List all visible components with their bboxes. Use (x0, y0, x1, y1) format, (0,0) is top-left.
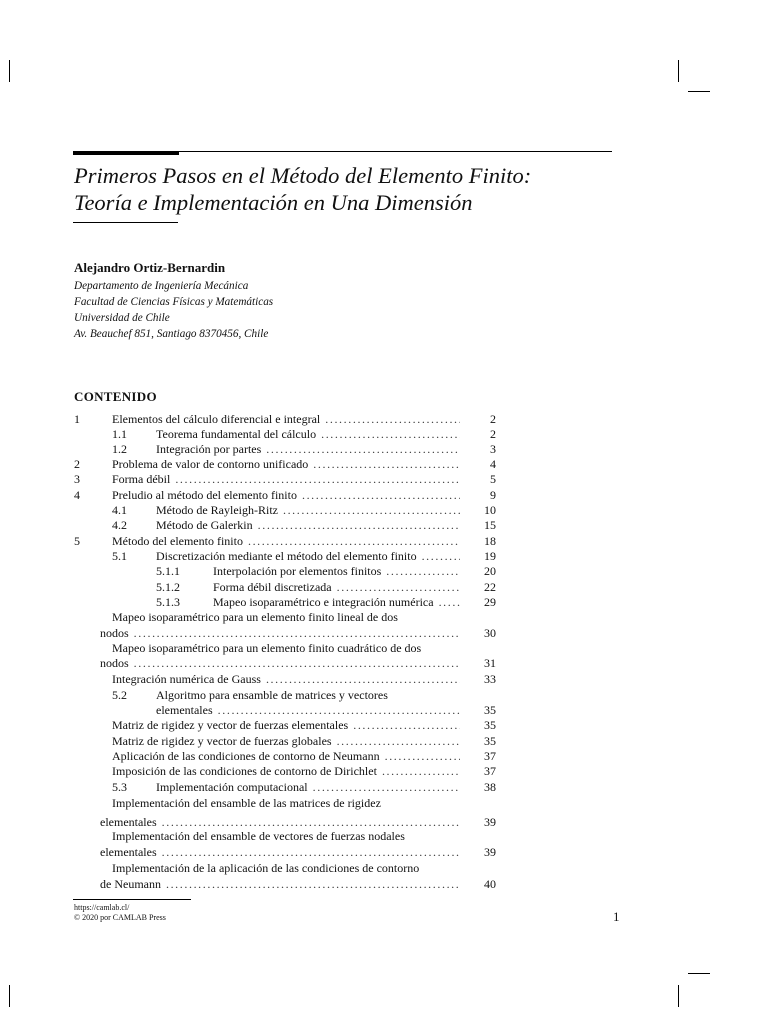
toc-entry[interactable] (100, 656, 496, 671)
toc-title: Forma débil (112, 472, 171, 486)
toc-entry[interactable] (112, 764, 496, 779)
toc-entry[interactable] (100, 815, 496, 830)
page-number: 1 (613, 909, 620, 924)
toc-entry[interactable] (112, 672, 496, 687)
toc-title: Elementos del cálculo diferencial e integral (112, 412, 321, 426)
toc-leader (283, 503, 460, 518)
title-line-2: Teoría e Implementación en Una Dimensión (74, 190, 473, 215)
toc-page: 38 (484, 780, 496, 794)
toc-leader (162, 845, 460, 860)
crop-mark (678, 985, 679, 1007)
toc-entry[interactable] (156, 703, 496, 718)
toc-entry[interactable] (156, 549, 496, 564)
toc-number: 4 (74, 488, 80, 502)
toc-leader (218, 703, 460, 718)
toc-leader (313, 780, 460, 795)
affiliation-line: Av. Beauchef 851, Santiago 8370456, Chile (74, 328, 269, 340)
toc-title: Método del elemento finito (112, 534, 243, 548)
header-rule-thick (73, 151, 179, 155)
toc-number: 5.3 (112, 780, 127, 794)
toc-entry[interactable] (112, 718, 496, 733)
author-name: Alejandro Ortiz-Bernardin (74, 260, 226, 275)
toc-leader (166, 877, 460, 892)
toc-title: Problema de valor de contorno unificado (112, 457, 309, 471)
toc-page: 3 (490, 442, 496, 456)
toc-page: 19 (484, 549, 496, 563)
toc-entry[interactable] (156, 780, 496, 795)
toc-number: 5 (74, 534, 80, 548)
toc-title: Integración numérica de Gauss (112, 672, 261, 686)
toc-entry[interactable] (213, 580, 496, 595)
toc-title-line[interactable]: Implementación del ensamble de las matrices de rigidez (112, 796, 381, 810)
toc-page: 39 (484, 845, 496, 859)
toc-page: 10 (484, 503, 496, 517)
toc-page: 35 (484, 718, 496, 732)
toc-entry[interactable] (213, 564, 496, 579)
toc-leader (162, 815, 460, 830)
toc-leader (134, 626, 460, 641)
footer-url-link[interactable]: https://camlab.cl/ (74, 903, 130, 912)
affiliation-line: Universidad de Chile (74, 312, 170, 324)
toc-page: 30 (484, 626, 496, 640)
toc-entry[interactable] (156, 503, 496, 518)
toc-leader (422, 549, 460, 564)
toc-leader (385, 749, 460, 764)
toc-number: 1 (74, 412, 80, 426)
affiliation-line: Departamento de Ingeniería Mecánica (74, 280, 249, 292)
toc-title: Forma débil discretizada (213, 580, 332, 594)
toc-number: 5.1.3 (156, 595, 180, 609)
toc-title: elementales (100, 815, 157, 829)
toc-title: Imposición de las condiciones de contorno de Dirichlet (112, 764, 377, 778)
toc-entry[interactable] (100, 877, 496, 892)
toc-title: nodos (100, 626, 129, 640)
toc-number: 4.1 (112, 503, 127, 517)
toc-title: Método de Rayleigh-Ritz (156, 503, 278, 517)
toc-title: Integración por partes (156, 442, 262, 456)
toc-page: 20 (484, 564, 496, 578)
toc-leader (337, 580, 460, 595)
footnote-rule (73, 899, 191, 900)
toc-leader (266, 672, 460, 687)
toc-page: 22 (484, 580, 496, 594)
toc-leader (321, 427, 460, 442)
toc-leader (382, 764, 460, 779)
toc-page: 39 (484, 815, 496, 829)
toc-entry[interactable] (112, 412, 496, 427)
crop-mark (688, 91, 710, 92)
toc-leader (175, 472, 460, 487)
toc-title: Implementación computacional (156, 780, 308, 794)
toc-page: 33 (484, 672, 496, 686)
toc-leader (302, 488, 460, 503)
toc-entry[interactable] (112, 488, 496, 503)
toc-page: 40 (484, 877, 496, 891)
toc-page: 37 (484, 764, 496, 778)
toc-leader (258, 518, 460, 533)
toc-title-line[interactable]: Implementación de la aplicación de las condiciones de contorno (112, 861, 420, 875)
toc-entry[interactable] (156, 442, 496, 457)
toc-entry[interactable] (100, 845, 496, 860)
toc-leader (248, 534, 460, 549)
toc-entry[interactable] (213, 595, 496, 610)
toc-title: de Neumann (100, 877, 161, 891)
toc-title: Aplicación de las condiciones de contorno de Neumann (112, 749, 380, 763)
toc-title: Matriz de rigidez y vector de fuerzas globales (112, 734, 332, 748)
toc-number: 1.2 (112, 442, 127, 456)
toc-title: elementales (100, 845, 157, 859)
toc-leader (266, 442, 460, 457)
toc-page: 35 (484, 703, 496, 717)
toc-number: 3 (74, 472, 80, 486)
toc-title-line[interactable]: Algoritmo para ensamble de matrices y vectores (156, 688, 388, 702)
toc-page: 9 (490, 488, 496, 502)
toc-number: 5.2 (112, 688, 127, 702)
crop-mark (688, 973, 710, 974)
toc-entry[interactable] (112, 457, 496, 472)
crop-mark (9, 985, 10, 1007)
toc-title: Método de Galerkin (156, 518, 253, 532)
toc-entry[interactable] (112, 472, 496, 487)
toc-entry[interactable] (112, 534, 496, 549)
toc-title: Mapeo isoparamétrico e integración numérica (213, 595, 434, 609)
toc-leader (325, 412, 460, 427)
toc-page: 31 (484, 656, 496, 670)
toc-leader (353, 718, 460, 733)
toc-entry[interactable] (156, 518, 496, 533)
toc-title: Discretización mediante el método del elemento finito (156, 549, 417, 563)
toc-entry[interactable] (100, 626, 496, 641)
toc-number: 5.1.1 (156, 564, 180, 578)
title-rule (73, 222, 178, 223)
toc-number: 5.1.2 (156, 580, 180, 594)
toc-page: 2 (490, 412, 496, 426)
toc-title: elementales (156, 703, 213, 717)
affiliation-block (74, 278, 273, 342)
crop-mark (678, 60, 679, 82)
document-title (74, 162, 614, 216)
crop-mark (9, 60, 10, 82)
toc-page: 2 (490, 427, 496, 441)
toc-title: nodos (100, 656, 129, 670)
toc-page: 4 (490, 457, 496, 471)
toc-leader (313, 457, 460, 472)
header-rule-thin (179, 151, 612, 152)
toc-title: Preludio al método del elemento finito (112, 488, 297, 502)
toc-leader (134, 656, 460, 671)
toc-entry[interactable] (112, 749, 496, 764)
affiliation-line: Facultad de Ciencias Físicas y Matemáticas (74, 296, 274, 308)
title-line-1: Primeros Pasos en el Método del Elemento Finito: (74, 163, 532, 188)
toc-number: 5.1 (112, 549, 127, 563)
toc-page: 37 (484, 749, 496, 763)
toc-leader (439, 595, 460, 610)
toc-title-line[interactable]: Implementación del ensamble de vectores de fuerzas nodales (112, 829, 405, 843)
toc-leader (337, 734, 460, 749)
toc-title: Interpolación por elementos finitos (213, 564, 382, 578)
footer-copyright: © 2020 por CAMLAB Press (74, 913, 166, 922)
toc-leader (386, 564, 460, 579)
toc-page: 35 (484, 734, 496, 748)
toc-entry[interactable] (156, 427, 496, 442)
toc-title: Teorema fundamental del cálculo (156, 427, 317, 441)
toc-title-line[interactable]: Mapeo isoparamétrico para un elemento finito lineal de dos (112, 610, 398, 624)
toc-number: 4.2 (112, 518, 127, 532)
toc-page: 15 (484, 518, 496, 532)
toc-number: 1.1 (112, 427, 127, 441)
toc-page: 18 (484, 534, 496, 548)
toc-title-line[interactable]: Mapeo isoparamétrico para un elemento finito cuadrático de dos (112, 641, 422, 655)
toc-entry[interactable] (112, 734, 496, 749)
toc-title: Matriz de rigidez y vector de fuerzas elementales (112, 718, 349, 732)
toc-page: 29 (484, 595, 496, 609)
toc-heading: CONTENIDO (74, 389, 157, 404)
toc-number: 2 (74, 457, 80, 471)
toc-page: 5 (490, 472, 496, 486)
